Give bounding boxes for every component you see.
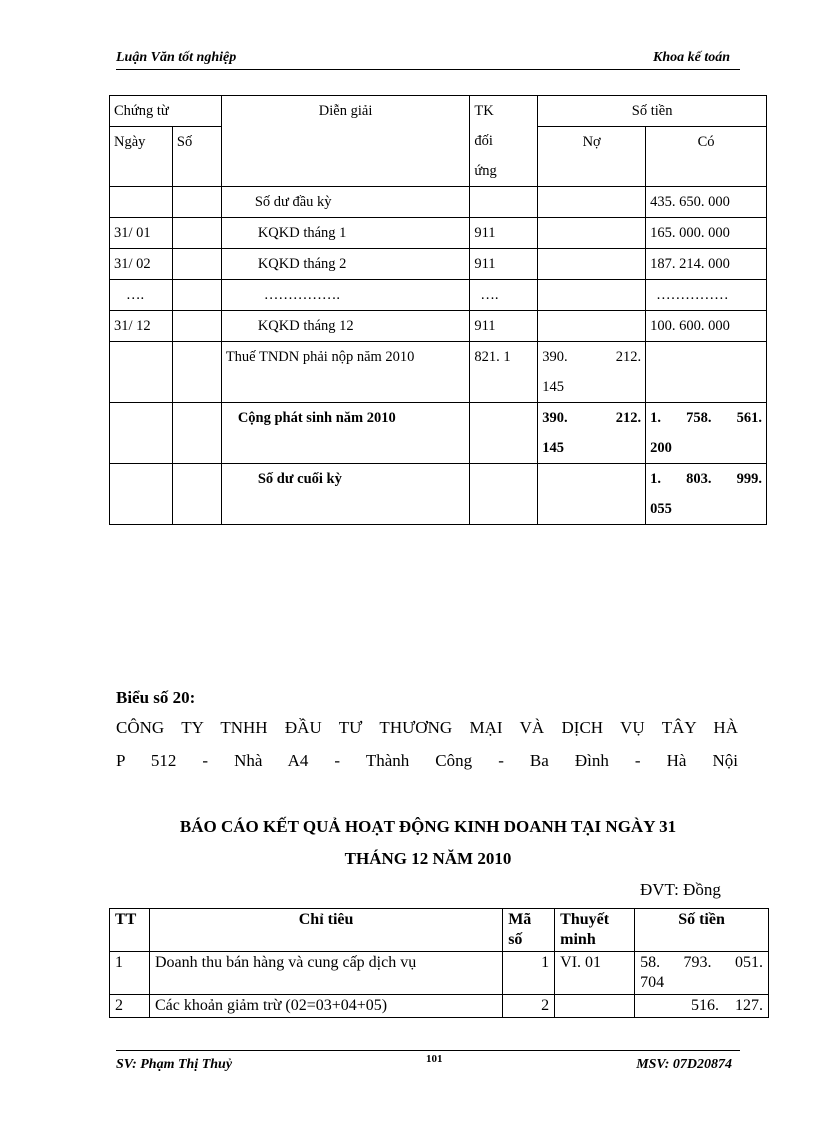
ledger-cell-no-line1: 390. 212. <box>542 349 642 365</box>
page-header <box>116 50 740 70</box>
report-header-ma-so: Mã số <box>503 909 555 952</box>
page-footer <box>116 1050 740 1080</box>
ledger-table <box>109 95 767 525</box>
footer-student-id: MSV: 07D20874 <box>636 1057 732 1072</box>
ledger-header-so-tien: Số tiền <box>538 96 767 127</box>
table-row <box>110 995 769 1018</box>
report-cell-thuyet-minh <box>555 995 635 1018</box>
report-cell-so-tien-line2: 704 <box>640 974 665 991</box>
ledger-cell-no-line1: 390. 212. <box>542 410 642 426</box>
report-cell-so-tien-line1: 58. 793. 051. <box>640 954 763 971</box>
ledger-cell-co: 165. 000. 000 <box>646 218 767 249</box>
ledger-cell-co-line2: 055 <box>650 501 672 517</box>
income-statement-table <box>109 908 769 1018</box>
ledger-header-tk-line1: TK <box>474 103 494 119</box>
report-unit: ĐVT: Đồng <box>640 880 721 899</box>
report-cell-ma-so: 2 <box>503 995 555 1018</box>
ledger-cell-tk: …. <box>470 280 538 311</box>
ledger-cell-dien-giai: KQKD tháng 1 <box>221 218 470 249</box>
report-header-thuyet-minh: Thuyết minh <box>555 909 635 952</box>
report-cell-thuyet-minh: VI. 01 <box>555 952 635 995</box>
ledger-header-dien-giai: Diễn giải <box>221 96 470 187</box>
ledger-cell-ngay <box>110 464 173 525</box>
ledger-cell-so <box>172 464 221 525</box>
ledger-cell-no <box>538 280 646 311</box>
ledger-cell-no-line2: 145 <box>542 379 564 395</box>
ledger-cell-co: …………… <box>646 280 767 311</box>
ledger-cell-no <box>538 249 646 280</box>
ledger-cell-co-line1: 1. 803. 999. <box>650 471 762 487</box>
ledger-cell-tk: 911 <box>470 311 538 342</box>
table-row <box>110 464 767 525</box>
report-cell-so-tien <box>635 952 769 995</box>
ledger-cell-ngay <box>110 342 173 403</box>
table-row <box>110 218 767 249</box>
report-title-line2: THÁNG 12 NĂM 2010 <box>344 849 512 868</box>
ledger-header-no: Nợ <box>538 127 646 187</box>
company-name: CÔNG TY TNHH ĐẦU TƯ THƯƠNG MẠI VÀ DỊCH VỤ TÂY HÀ <box>116 718 738 737</box>
company-address: P 512 - Nhà A4 - Thành Công - Ba Đình - Hà Nội <box>116 751 738 770</box>
ledger-header-tk <box>470 96 538 187</box>
ledger-header-ngay: Ngày <box>110 127 173 187</box>
ledger-cell-so <box>172 249 221 280</box>
ledger-cell-so <box>172 187 221 218</box>
ledger-cell-dien-giai: Cộng phát sinh năm 2010 <box>221 403 470 464</box>
ledger-cell-so <box>172 342 221 403</box>
ledger-cell-ngay <box>110 403 173 464</box>
report-header-row <box>110 909 769 952</box>
ledger-cell-no <box>538 403 646 464</box>
ledger-cell-co <box>646 403 767 464</box>
report-cell-so-tien: 516. 127. <box>635 995 769 1018</box>
ledger-cell-dien-giai: KQKD tháng 2 <box>221 249 470 280</box>
ledger-cell-co <box>646 342 767 403</box>
footer-page-number: 101 <box>426 1053 443 1065</box>
ledger-cell-co: 100. 600. 000 <box>646 311 767 342</box>
ledger-cell-no <box>538 218 646 249</box>
ledger-cell-ngay <box>110 187 173 218</box>
ledger-cell-ngay: 31/ 02 <box>110 249 173 280</box>
ledger-cell-co: 187. 214. 000 <box>646 249 767 280</box>
ledger-cell-no <box>538 187 646 218</box>
ledger-cell-no <box>538 311 646 342</box>
table-row <box>110 952 769 995</box>
table-row <box>110 311 767 342</box>
ledger-cell-ngay: 31/ 12 <box>110 311 173 342</box>
header-thesis-title: Luận Văn tốt nghiệp <box>116 50 237 65</box>
ledger-header-tk-line3: ứng <box>474 163 497 179</box>
ledger-header-so: Số <box>172 127 221 187</box>
ledger-cell-tk <box>470 464 538 525</box>
report-header-chi-tieu: Chỉ tiêu <box>149 909 502 952</box>
ledger-cell-co <box>646 464 767 525</box>
ledger-cell-dien-giai: ……………. <box>221 280 470 311</box>
ledger-cell-co-line1: 1. 758. 561. <box>650 410 762 426</box>
report-cell-chi-tieu: Doanh thu bán hàng và cung cấp dịch vụ <box>149 952 502 995</box>
report-cell-tt: 1 <box>110 952 150 995</box>
ledger-cell-dien-giai: KQKD tháng 12 <box>221 311 470 342</box>
ledger-cell-so <box>172 403 221 464</box>
table-row <box>110 249 767 280</box>
report-cell-ma-so: 1 <box>503 952 555 995</box>
form-label: Biểu số 20: <box>116 688 196 707</box>
header-faculty: Khoa kế toán <box>652 50 730 65</box>
ledger-cell-ngay: 31/ 01 <box>110 218 173 249</box>
ledger-header-row-1 <box>110 96 767 127</box>
table-row <box>110 187 767 218</box>
report-header-tt: TT <box>110 909 150 952</box>
ledger-cell-tk <box>470 187 538 218</box>
ledger-cell-no <box>538 464 646 525</box>
ledger-cell-so <box>172 280 221 311</box>
table-row <box>110 403 767 464</box>
ledger-cell-dien-giai: Thuế TNDN phải nộp năm 2010 <box>221 342 470 403</box>
ledger-header-chung-tu: Chứng từ <box>110 96 222 127</box>
table-row <box>110 280 767 311</box>
ledger-cell-dien-giai: Số dư cuối kỳ <box>221 464 470 525</box>
ledger-cell-so <box>172 311 221 342</box>
footer-student-name: SV: Phạm Thị Thuỷ <box>116 1057 233 1072</box>
ledger-cell-tk: 821. 1 <box>470 342 538 403</box>
ledger-cell-no <box>538 342 646 403</box>
ledger-cell-so <box>172 218 221 249</box>
report-title-line1: BÁO CÁO KẾT QUẢ HOẠT ĐỘNG KINH DOANH TẠI NGÀY 31 <box>179 817 677 836</box>
report-header-so-tien: Số tiền <box>635 909 769 952</box>
report-cell-tt: 2 <box>110 995 150 1018</box>
ledger-cell-tk <box>470 403 538 464</box>
ledger-cell-ngay: …. <box>110 280 173 311</box>
ledger-cell-tk: 911 <box>470 249 538 280</box>
ledger-cell-co: 435. 650. 000 <box>646 187 767 218</box>
ledger-header-tk-line2: đối <box>474 133 493 149</box>
ledger-cell-dien-giai: Số dư đầu kỳ <box>221 187 470 218</box>
ledger-header-co: Có <box>646 127 767 187</box>
ledger-cell-tk: 911 <box>470 218 538 249</box>
report-cell-chi-tieu: Các khoản giảm trừ (02=03+04+05) <box>149 995 502 1018</box>
table-row <box>110 342 767 403</box>
ledger-cell-no-line2: 145 <box>542 440 564 456</box>
ledger-cell-co-line2: 200 <box>650 440 672 456</box>
